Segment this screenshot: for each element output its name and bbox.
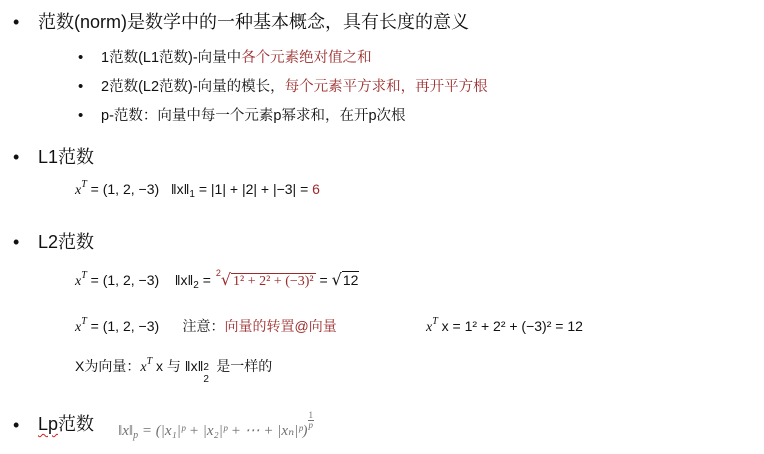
sqrt-expression: √12 xyxy=(331,270,359,289)
l1-result: 6 xyxy=(312,181,320,197)
l2-heading: L2范数 xyxy=(38,232,95,252)
l1-heading: L1范数 xyxy=(38,147,95,167)
intro-item-2: 2范数(L2范数)-向量的模长，每个元素平方求和，再开平方根 xyxy=(101,79,488,95)
lp-heading: Lp范数 xyxy=(38,414,95,434)
note-label: 注意： xyxy=(182,318,225,334)
l2-formula-1: $x^T = (1$, 2, −3) $‖x‖_2$ = 2 √ 1² + 2² + (−3)² = √12 xyxy=(75,268,359,291)
bullet-icon: • xyxy=(13,415,20,435)
bullet-icon: • xyxy=(13,12,20,32)
intro-item-1: 1范数(L1范数)-向量中各个元素绝对值之和 xyxy=(101,50,372,66)
l2-note: X为向量：$x^T$ x 与 ‖x‖ 2 2 是一样的 xyxy=(75,356,273,385)
root-expression: 2 √ 1² + 2² + (−3)² xyxy=(215,268,314,289)
sub-bullet-icon: • xyxy=(78,107,84,124)
note-highlight: 向量的转置@向量 xyxy=(224,318,337,334)
l2-formula-2-rhs: $x^T$ x = 1² + 2² + (−3)² = 12 xyxy=(426,316,583,335)
exponent-fraction: $\frac{1}{p}$ xyxy=(308,410,314,430)
l2-formula-2: $x^T = (1$, 2, −3) 注意：向量的转置@向量 xyxy=(75,316,337,335)
intro-item-3: p-范数：向量中每一个元素p幂求和，在开p次根 xyxy=(101,108,406,124)
bullet-icon: • xyxy=(13,232,20,252)
intro-heading: 范数(norm)是数学中的一种基本概念，具有长度的意义 xyxy=(38,12,469,32)
lp-formula: $‖x‖_p$ = (|x₁|ᵖ + |x₂|ᵖ + ⋯ + |xₙ|ᵖ) $\frac{1}{p}$ xyxy=(118,410,314,441)
sub-bullet-icon: • xyxy=(78,49,84,66)
spellcheck-underline: Lp xyxy=(38,414,59,434)
l1-formula: $x^T = (1$, 2, −3) $‖x‖_1 = |1| + |2| + |-3| = 6$ xyxy=(75,179,320,200)
sub-bullet-icon: • xyxy=(78,78,84,95)
bullet-icon: • xyxy=(13,147,20,167)
